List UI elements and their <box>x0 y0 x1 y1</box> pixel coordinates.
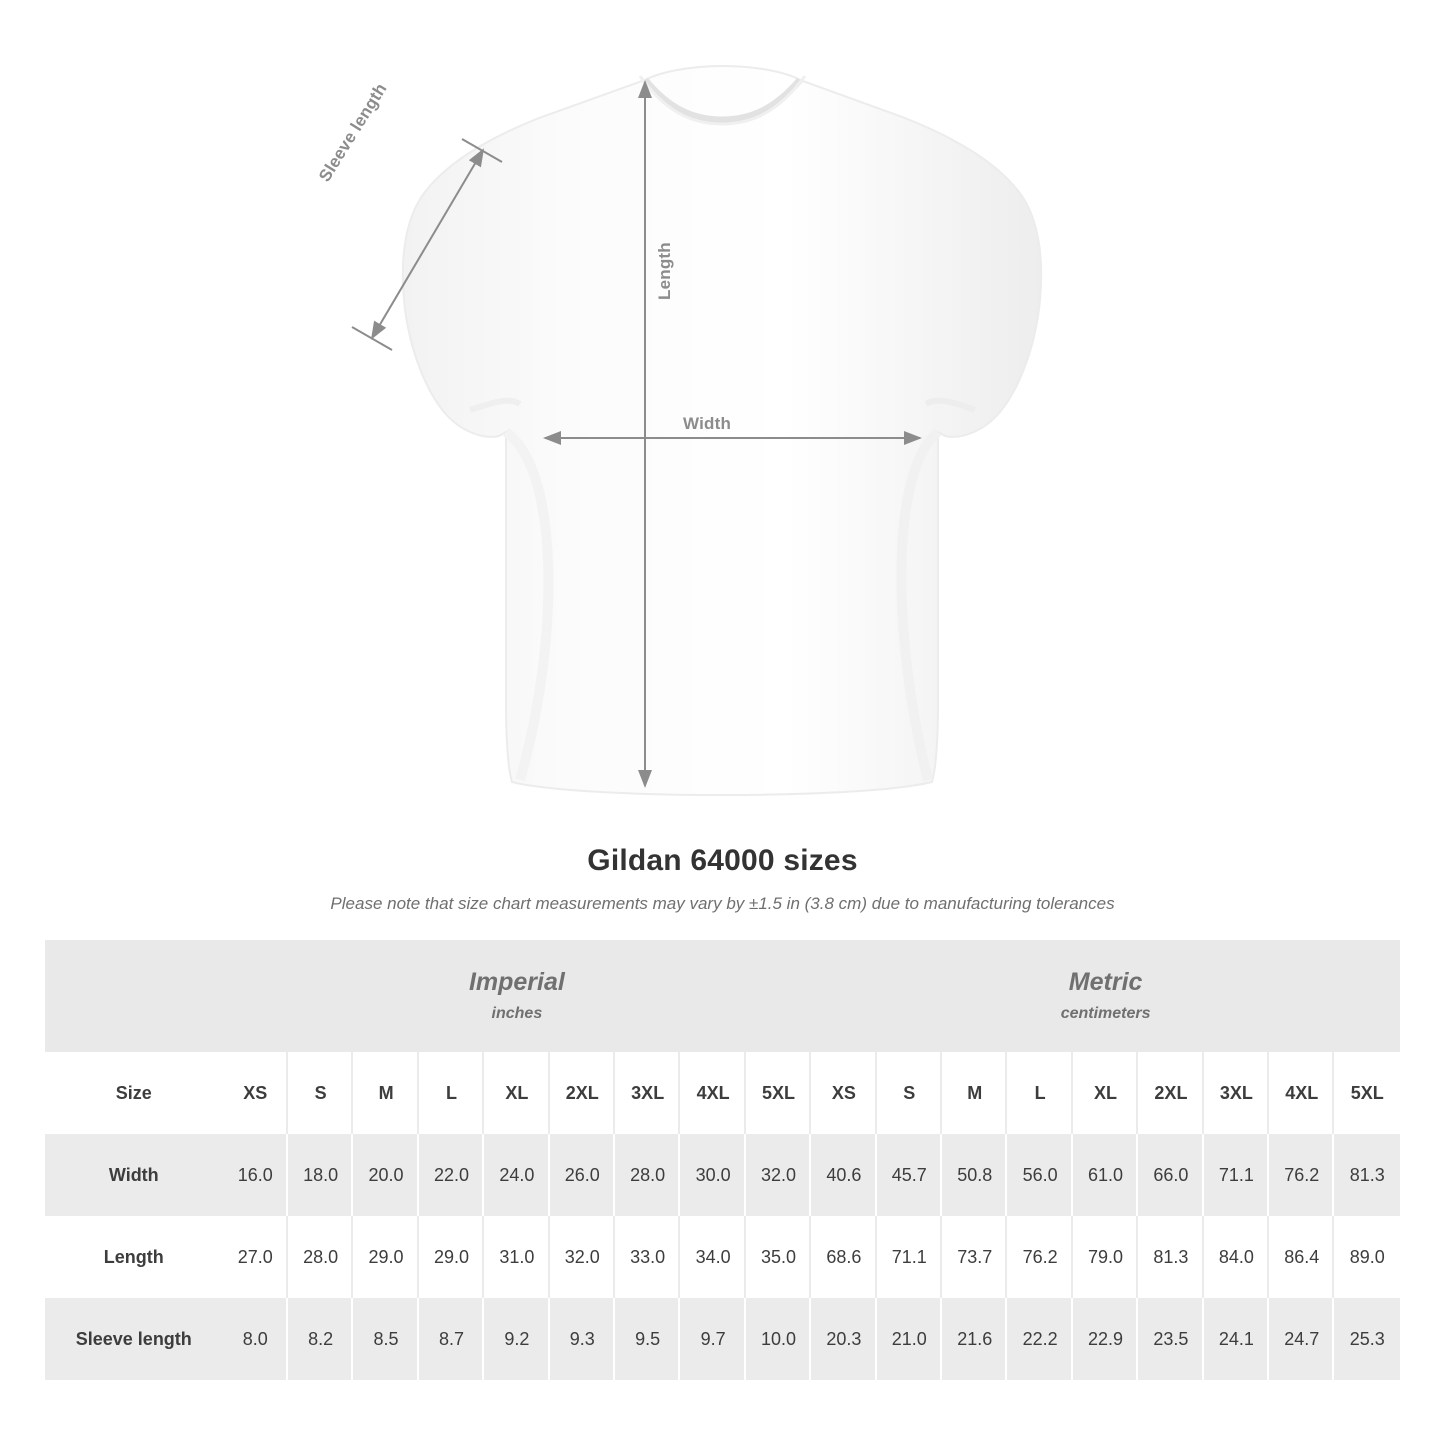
length-met-2xl: 81.3 <box>1138 1216 1203 1298</box>
size-header-met-xs: XS <box>811 1052 876 1134</box>
width-met-xl: 61.0 <box>1073 1134 1138 1216</box>
width-imp-xl: 24.0 <box>484 1134 549 1216</box>
size-header-imp-xl: XL <box>484 1052 549 1134</box>
sleeve-met-l: 22.2 <box>1007 1298 1072 1380</box>
width-imp-s: 18.0 <box>288 1134 353 1216</box>
width-met-3xl: 71.1 <box>1204 1134 1269 1216</box>
size-header-imp-l: L <box>419 1052 484 1134</box>
table-row-sleeve-length <box>45 1298 1400 1380</box>
width-imp-2xl: 26.0 <box>550 1134 615 1216</box>
size-header-row <box>45 1052 1400 1134</box>
width-label: Width <box>683 414 732 433</box>
sleeve-imp-xl: 9.2 <box>484 1298 549 1380</box>
width-imp-m: 20.0 <box>353 1134 418 1216</box>
length-met-s: 71.1 <box>877 1216 942 1298</box>
width-met-2xl: 66.0 <box>1138 1134 1203 1216</box>
length-imp-xl: 31.0 <box>484 1216 549 1298</box>
length-met-m: 73.7 <box>942 1216 1007 1298</box>
length-met-5xl: 89.0 <box>1334 1216 1400 1298</box>
size-header-label: Size <box>45 1052 223 1134</box>
length-imp-5xl: 35.0 <box>746 1216 811 1298</box>
tolerance-note: Please note that size chart measurements may vary by ±1.5 in (3.8 cm) due to manufacturing tolerances <box>330 894 1115 913</box>
sleeve-met-xl: 22.9 <box>1073 1298 1138 1380</box>
width-imp-4xl: 30.0 <box>680 1134 745 1216</box>
length-met-xl: 79.0 <box>1073 1216 1138 1298</box>
row-label-sleeve-length: Sleeve length <box>45 1298 223 1380</box>
metric-group-header <box>811 940 1400 1052</box>
size-chart-table <box>45 940 1400 1380</box>
length-met-xs: 68.6 <box>811 1216 876 1298</box>
sleeve-met-3xl: 24.1 <box>1204 1298 1269 1380</box>
width-met-m: 50.8 <box>942 1134 1007 1216</box>
length-label: Length <box>655 242 674 300</box>
row-label-width: Width <box>45 1134 223 1216</box>
width-imp-l: 22.0 <box>419 1134 484 1216</box>
sleeve-imp-2xl: 9.3 <box>550 1298 615 1380</box>
sleeve-imp-3xl: 9.5 <box>615 1298 680 1380</box>
width-met-l: 56.0 <box>1007 1134 1072 1216</box>
page-title: Gildan 64000 sizes <box>587 844 858 877</box>
title-block <box>0 844 1445 914</box>
length-imp-s: 28.0 <box>288 1216 353 1298</box>
length-imp-3xl: 33.0 <box>615 1216 680 1298</box>
unit-header-row <box>45 940 1400 1052</box>
sleeve-imp-4xl: 9.7 <box>680 1298 745 1380</box>
sleeve-length-label: Sleeve length <box>315 79 391 186</box>
size-header-met-m: M <box>942 1052 1007 1134</box>
imperial-label: Imperial <box>468 967 565 996</box>
length-imp-4xl: 34.0 <box>680 1216 745 1298</box>
width-met-4xl: 76.2 <box>1269 1134 1334 1216</box>
length-imp-xs: 27.0 <box>223 1216 288 1298</box>
width-met-xs: 40.6 <box>811 1134 876 1216</box>
size-header-imp-s: S <box>288 1052 353 1134</box>
length-met-4xl: 86.4 <box>1269 1216 1334 1298</box>
sleeve-met-5xl: 25.3 <box>1334 1298 1400 1380</box>
table-row-width <box>45 1134 1400 1216</box>
width-met-5xl: 81.3 <box>1334 1134 1400 1216</box>
size-header-imp-4xl: 4XL <box>680 1052 745 1134</box>
sleeve-imp-5xl: 10.0 <box>746 1298 811 1380</box>
size-header-met-s: S <box>877 1052 942 1134</box>
width-met-s: 45.7 <box>877 1134 942 1216</box>
size-header-imp-5xl: 5XL <box>746 1052 811 1134</box>
metric-sublabel: centimeters <box>1060 1005 1151 1023</box>
size-header-met-3xl: 3XL <box>1204 1052 1269 1134</box>
table-corner-cell <box>45 940 223 1052</box>
metric-label: Metric <box>1068 967 1143 996</box>
sleeve-met-4xl: 24.7 <box>1269 1298 1334 1380</box>
sleeve-met-xs: 20.3 <box>811 1298 876 1380</box>
size-header-met-4xl: 4XL <box>1269 1052 1334 1134</box>
length-imp-m: 29.0 <box>353 1216 418 1298</box>
size-header-imp-m: M <box>353 1052 418 1134</box>
length-imp-2xl: 32.0 <box>550 1216 615 1298</box>
size-header-imp-xs: XS <box>223 1052 288 1134</box>
size-header-imp-3xl: 3XL <box>615 1052 680 1134</box>
width-imp-xs: 16.0 <box>223 1134 288 1216</box>
size-header-imp-2xl: 2XL <box>550 1052 615 1134</box>
size-table-wrapper <box>45 940 1400 1380</box>
sleeve-imp-s: 8.2 <box>288 1298 353 1380</box>
size-header-met-5xl: 5XL <box>1334 1052 1400 1134</box>
size-header-met-l: L <box>1007 1052 1072 1134</box>
sleeve-met-m: 21.6 <box>942 1298 1007 1380</box>
width-imp-3xl: 28.0 <box>615 1134 680 1216</box>
imperial-group-header <box>223 940 812 1052</box>
size-header-met-xl: XL <box>1073 1052 1138 1134</box>
width-imp-5xl: 32.0 <box>746 1134 811 1216</box>
length-imp-l: 29.0 <box>419 1216 484 1298</box>
sleeve-met-2xl: 23.5 <box>1138 1298 1203 1380</box>
table-row-length <box>45 1216 1400 1298</box>
length-met-l: 76.2 <box>1007 1216 1072 1298</box>
size-header-met-2xl: 2XL <box>1138 1052 1203 1134</box>
row-label-length: Length <box>45 1216 223 1298</box>
length-met-3xl: 84.0 <box>1204 1216 1269 1298</box>
sleeve-imp-l: 8.7 <box>419 1298 484 1380</box>
sleeve-imp-xs: 8.0 <box>223 1298 288 1380</box>
imperial-sublabel: inches <box>491 1005 543 1023</box>
sleeve-imp-m: 8.5 <box>353 1298 418 1380</box>
sleeve-met-s: 21.0 <box>877 1298 942 1380</box>
